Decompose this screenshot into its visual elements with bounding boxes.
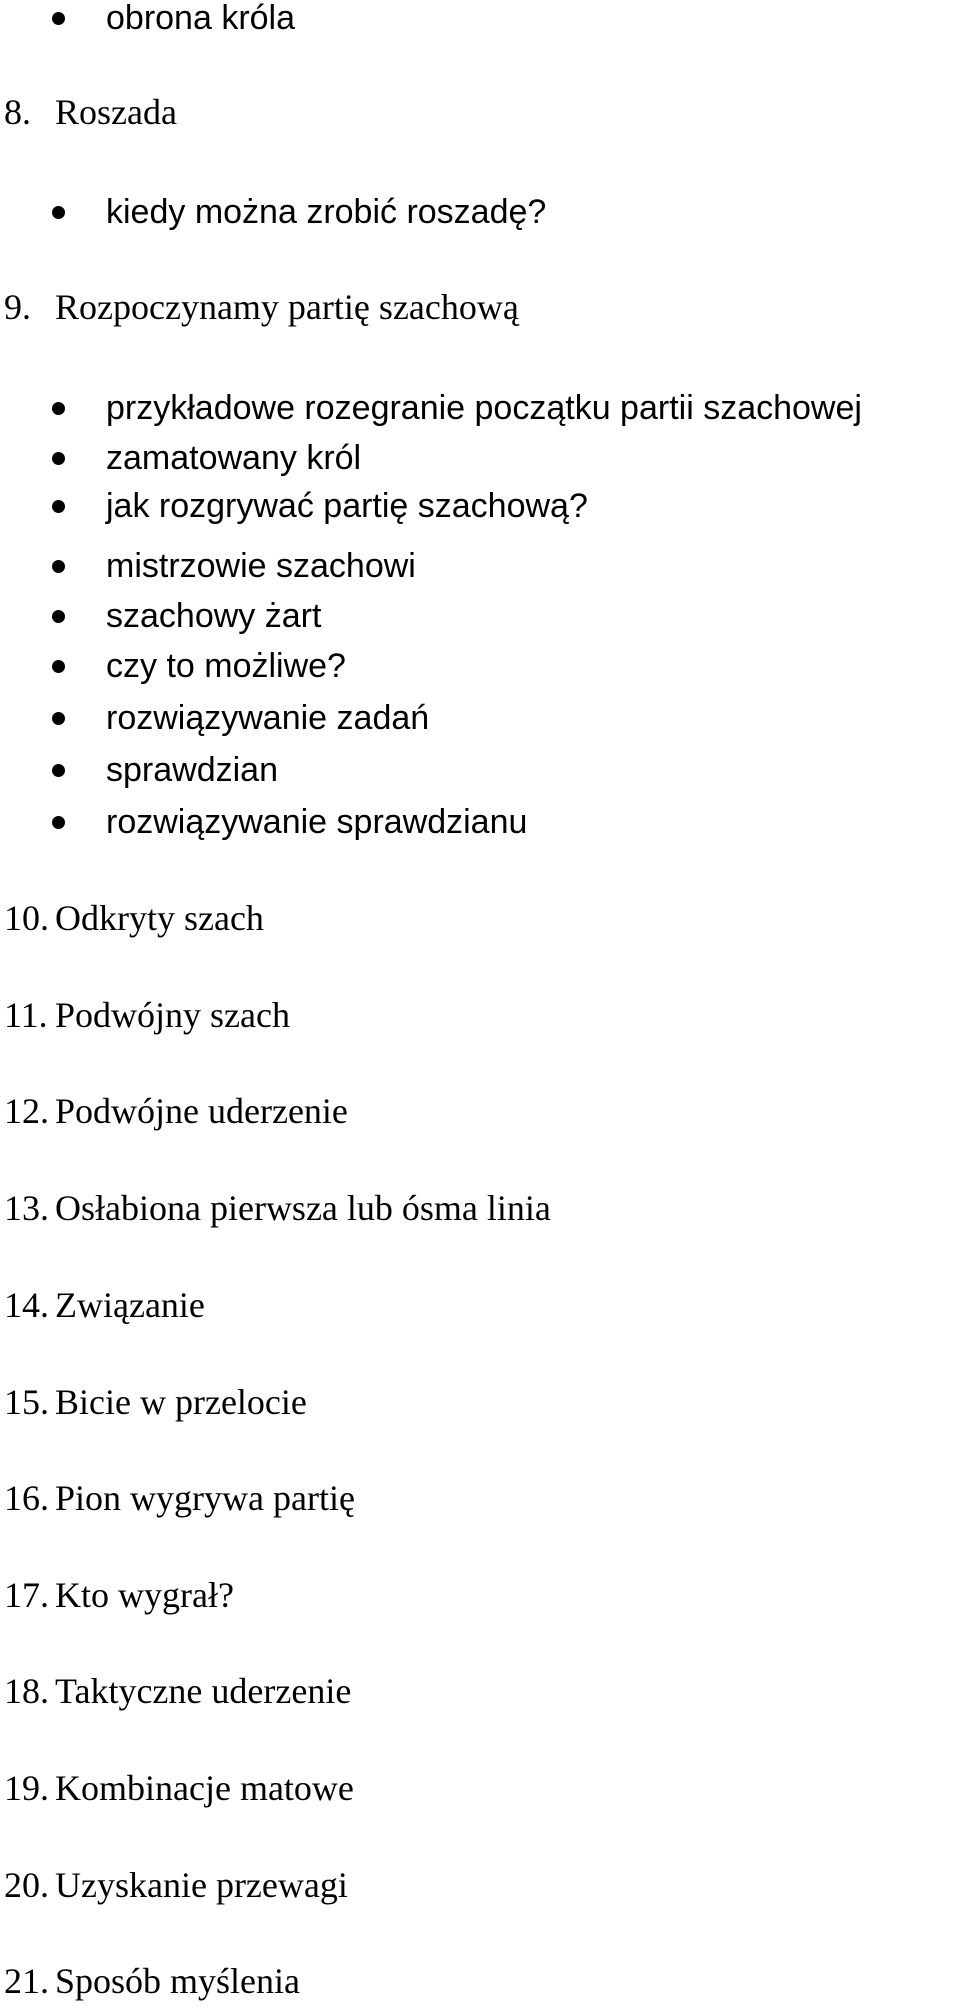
item-number: 20. — [4, 1865, 49, 1905]
heading-text: Podwójny szach — [55, 995, 290, 1035]
item-number: 12. — [4, 1091, 49, 1131]
bullet-text: sprawdzian — [106, 751, 278, 789]
bullet-icon — [52, 206, 65, 219]
bullet-text: zamatowany król — [106, 439, 362, 477]
item-number: 19. — [4, 1768, 49, 1808]
heading-text: Kombinacje matowe — [55, 1768, 354, 1808]
item-number: 18. — [4, 1671, 49, 1711]
item-number: 9. — [4, 287, 31, 327]
heading-text: Podwójne uderzenie — [55, 1091, 348, 1131]
bullet-text: jak rozgrywać partię szachową? — [106, 487, 588, 525]
bullet-text: mistrzowie szachowi — [106, 547, 416, 585]
bullet-icon — [52, 12, 65, 25]
heading-text: Rozpoczynamy partię szachową — [55, 287, 519, 327]
bullet-text: szachowy żart — [106, 597, 322, 635]
bullet-icon — [52, 712, 65, 725]
bullet-text: obrona króla — [106, 0, 296, 37]
bullet-icon — [52, 500, 65, 513]
item-number: 14. — [4, 1285, 49, 1325]
bullet-icon — [52, 660, 65, 673]
heading-text: Sposób myślenia — [55, 1961, 301, 2001]
bullet-icon — [52, 816, 65, 829]
heading-text: Kto wygrał? — [55, 1575, 234, 1615]
bullet-icon — [52, 610, 65, 623]
item-number: 16. — [4, 1478, 49, 1518]
bullet-text: rozwiązywanie sprawdzianu — [106, 803, 528, 841]
heading-text: Odkryty szach — [55, 898, 264, 938]
item-number: 13. — [4, 1188, 49, 1228]
item-number: 11. — [4, 995, 48, 1035]
item-number: 10. — [4, 898, 49, 938]
bullet-icon — [52, 560, 65, 573]
heading-text: Roszada — [55, 92, 177, 132]
heading-text: Taktyczne uderzenie — [55, 1671, 352, 1711]
heading-text: Pion wygrywa partię — [55, 1478, 355, 1518]
item-number: 17. — [4, 1575, 49, 1615]
item-number: 8. — [4, 92, 31, 132]
heading-text: Uzyskanie przewagi — [55, 1865, 348, 1905]
heading-text: Osłabiona pierwsza lub ósma linia — [55, 1188, 551, 1228]
heading-text: Związanie — [55, 1285, 205, 1325]
heading-text: Bicie w przelocie — [55, 1382, 307, 1422]
bullet-icon — [52, 402, 65, 415]
bullet-text: czy to możliwe? — [106, 647, 346, 685]
bullet-icon — [52, 764, 65, 777]
bullet-icon — [52, 452, 65, 465]
bullet-text: kiedy można zrobić roszadę? — [106, 193, 547, 231]
item-number: 15. — [4, 1382, 49, 1422]
bullet-text: przykładowe rozegranie początku partii szachowej — [106, 389, 862, 427]
item-number: 21. — [4, 1961, 49, 2001]
bullet-text: rozwiązywanie zadań — [106, 699, 430, 737]
